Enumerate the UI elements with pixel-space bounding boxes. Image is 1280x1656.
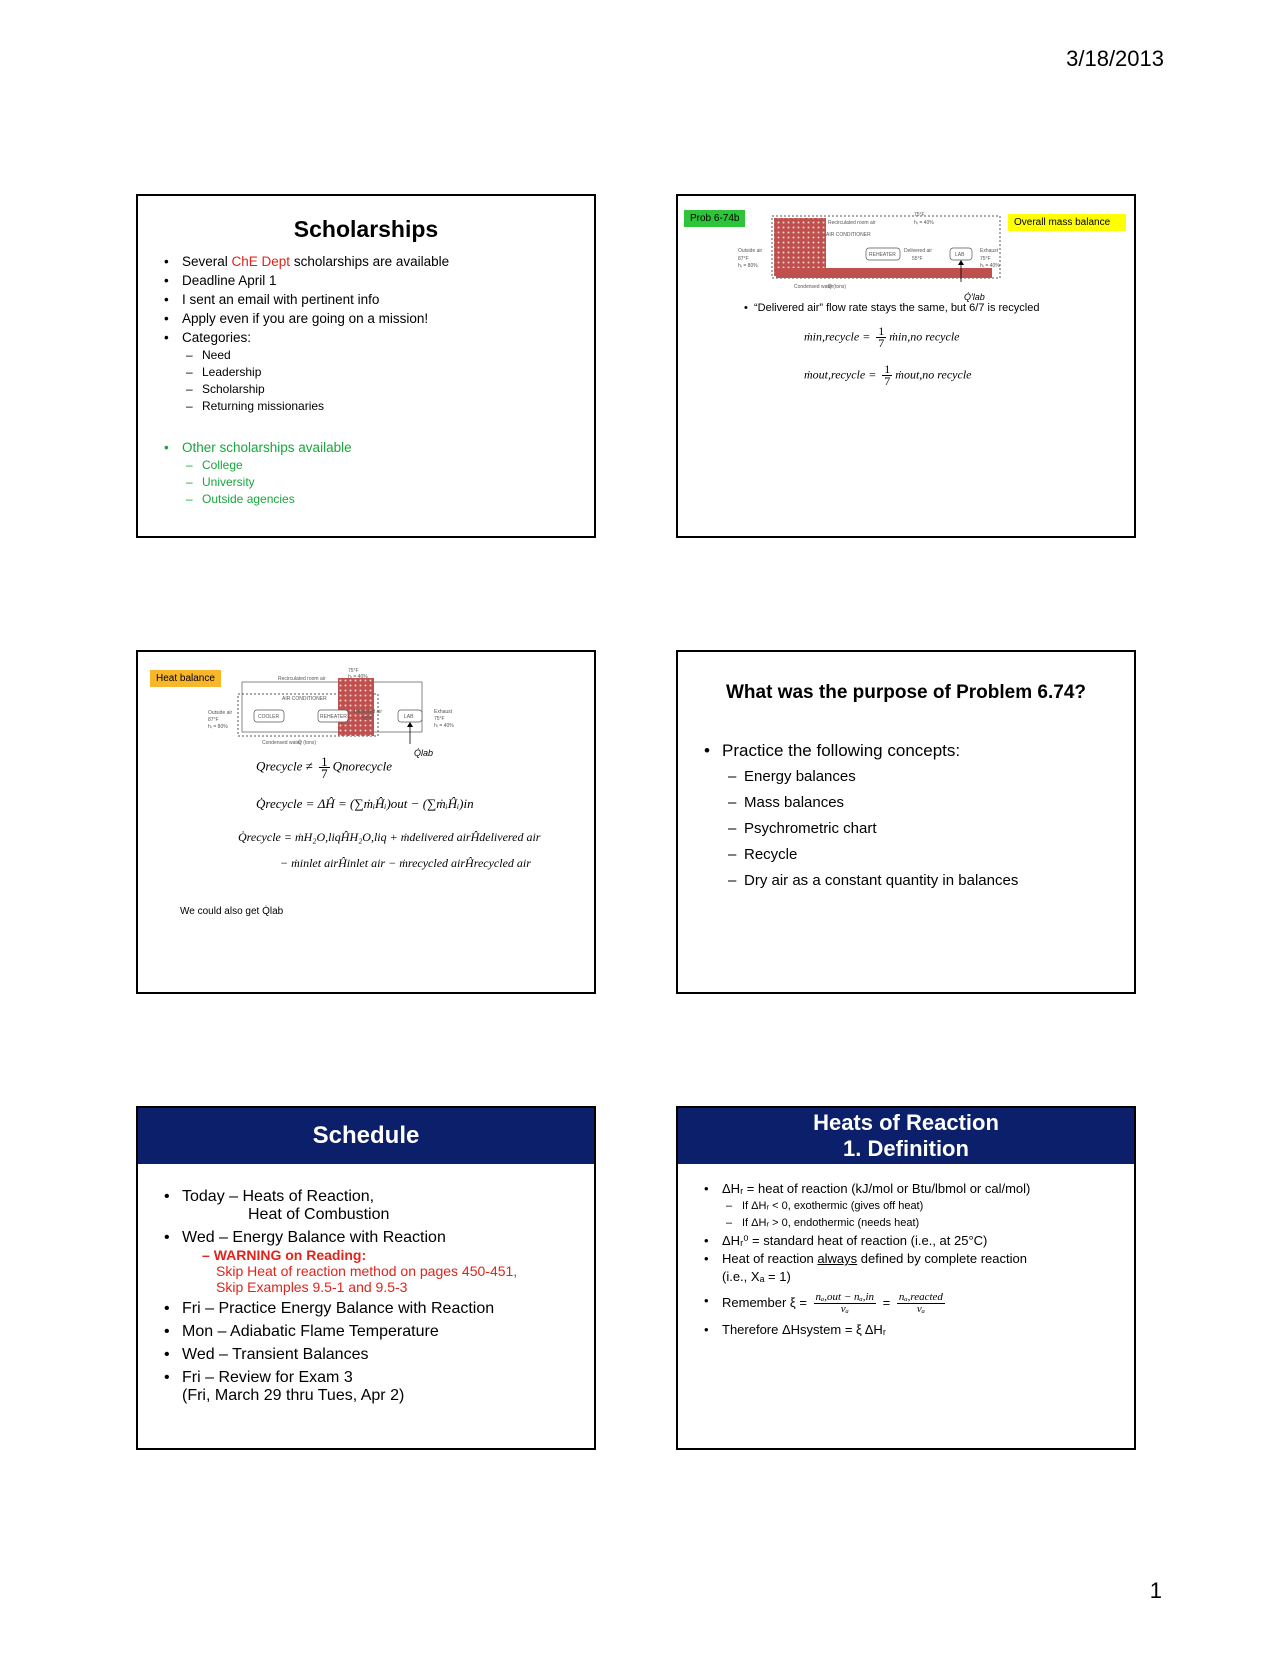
recirc-label: Recirculated room air <box>278 676 326 682</box>
equation-delta-h: Q̇recycle = ΔĤ = (∑ṁᵢĤᵢ)out − (∑ṁᵢĤᵢ)in <box>256 796 474 811</box>
category-item: – Need <box>202 347 582 364</box>
other-item: – University <box>202 474 352 491</box>
process-diagram <box>736 210 1016 306</box>
concept-item: – Recycle <box>744 842 1018 868</box>
delivered-temp: 55°F <box>912 256 923 262</box>
equation-heat-1: Q̇recycle = ṁH₂O,liqĤH₂O,liq + ṁdelivered airĤdelivered air <box>238 830 541 844</box>
schedule-list <box>182 1188 517 1410</box>
outside-label: Outside air <box>208 710 233 716</box>
qlab-label: Q̇′lab <box>964 292 985 302</box>
dept-highlight: ChE Dept <box>231 254 291 269</box>
slide-schedule <box>136 1106 596 1450</box>
qlab-label: Q̇lab <box>414 748 434 758</box>
list-item: • Categories: – Need – Leadership – Scholarship – Returning missionaries <box>182 328 582 415</box>
slide-purpose <box>676 650 1136 994</box>
reheater-label: REHEATER <box>869 252 896 258</box>
slide-heat-balance <box>136 650 596 994</box>
hatched-region <box>338 678 374 736</box>
outside-temp: 87°F <box>738 256 749 262</box>
other-scholarships <box>182 438 352 508</box>
exhaust-temp: 75°F <box>980 256 991 262</box>
top-humidity: hᵣ = 40% <box>348 674 368 680</box>
note: We could also get Q̇lab <box>180 906 284 917</box>
top-temp: 75°F <box>348 668 359 674</box>
list-item: • Several ChE Dept scholarships are available <box>182 252 582 271</box>
definition-list <box>722 1180 1122 1339</box>
page-date: 3/18/2013 <box>1066 46 1164 71</box>
outside-temp: 87°F <box>208 717 219 723</box>
list-item: • Mon – Adiabatic Flame Temperature <box>182 1323 517 1341</box>
concept-item: – Dry air as a constant quantity in balances <box>744 868 1018 894</box>
list-item: • Other scholarships available – College – University – Outside agencies <box>182 438 352 508</box>
page-number: 1 <box>1149 1578 1162 1603</box>
equation-in: ṁin,recycle = $\frac{1}{7}$ ṁin,no recycle <box>804 324 960 350</box>
slide-mass-balance <box>676 194 1136 538</box>
reading-warning: – WARNING on Reading: Skip Heat of reaction method on pages 450-451, Skip Examples 9.5-1 and 9.5-3 <box>202 1247 518 1295</box>
other-item: – College <box>202 457 352 474</box>
slide-title: What was the purpose of Problem 6.74? <box>725 682 1086 703</box>
recycle-loop <box>242 682 422 732</box>
condensed-label: Condensed water <box>262 740 302 746</box>
list-item: • Practice the following concepts: – Energy balances – Mass balances – Psychrometric chart – Recycle – Dry air as a constant quantity in balances <box>722 738 1018 894</box>
outside-humidity: hᵣ = 80% <box>738 263 758 269</box>
recycle-stream-band <box>776 268 992 278</box>
exhaust-temp: 75°F <box>434 716 445 722</box>
heat-balance-tag: Heat balance <box>150 670 221 687</box>
list-item: • Fri – Practice Energy Balance with Reaction <box>182 1300 517 1318</box>
other-item: – Outside agencies <box>202 491 352 508</box>
lab-label: LAB <box>955 252 965 258</box>
list-item: • Fri – Review for Exam 3 (Fri, March 29 thru Tues, Apr 2) <box>182 1369 517 1405</box>
list-item: • I sent an email with pertinent info <box>182 290 582 309</box>
slide-scholarships <box>136 194 596 538</box>
hatched-region <box>774 218 826 276</box>
delivered-label: Delivered air <box>904 248 933 254</box>
outside-humidity: hᵣ = 80% <box>208 724 228 730</box>
list-item: • Wed – Transient Balances <box>182 1346 517 1364</box>
equation-out: ṁout,recycle = $\frac{1}{7}$ ṁout,no recycle <box>804 362 972 388</box>
list-item: • Apply even if you are going on a mission! <box>182 309 582 328</box>
slide-title: Heats of Reaction 1. Definition <box>678 1108 1134 1164</box>
list-item: • Today – Heats of Reaction, Heat of Combustion <box>182 1188 517 1224</box>
list-item: • ΔHᵣ = heat of reaction (kJ/mol or Btu/lbmol or cal/mol) – If ΔHᵣ < 0, exothermic (gives off heat) – If ΔHᵣ > 0, endothermic (needs heat) <box>722 1180 1122 1232</box>
air-cond-label: AIR CONDITIONER <box>826 232 871 238</box>
lab-label: LAB <box>404 714 414 720</box>
sub-item: – If ΔHᵣ < 0, exothermic (gives off heat) <box>742 1198 1122 1215</box>
scholarship-list <box>182 252 582 415</box>
exhaust-label: Exhaust <box>434 709 453 715</box>
air-cond-label: AIR CONDITIONER <box>282 696 327 702</box>
delivered-label: Delivered air <box>354 709 383 715</box>
category-item: – Returning missionaries <box>202 398 582 415</box>
outside-label: Outside air <box>738 248 763 254</box>
equation-q-recycle: Qrecycle ≠ $\frac{1}{7}$ Qnorecycle <box>256 754 392 781</box>
concept-item: – Mass balances <box>744 790 1018 816</box>
process-diagram <box>208 668 478 764</box>
sub-item: – If ΔHᵣ > 0, endothermic (needs heat) <box>742 1215 1122 1232</box>
reheater-label: REHEATER <box>320 714 347 720</box>
mass-balance-tag: Overall mass balance <box>1008 214 1126 231</box>
slide-title: Scholarships <box>293 216 439 242</box>
qtons-label: Q̇ (tons) <box>828 284 847 290</box>
category-item: – Leadership <box>202 364 582 381</box>
delivered-temp: 55°F <box>362 716 373 722</box>
top-humidity: hᵣ = 40% <box>914 220 934 226</box>
qtons-label: Q̇ (tons) <box>298 740 317 746</box>
category-item: – Scholarship <box>202 381 582 398</box>
top-temp: 75°F <box>914 212 925 218</box>
exhaust-label: Exhaust <box>980 248 999 254</box>
concept-item: – Psychrometric chart <box>744 816 1018 842</box>
slide-heats-of-reaction <box>676 1106 1136 1450</box>
recirc-label: Recirculated room air <box>828 220 876 226</box>
concept-list <box>722 738 1018 894</box>
exhaust-humidity: hᵣ = 40% <box>980 263 1000 269</box>
list-item: • Remember ξ = $\frac{\text{nₐ,out − nₐ,in}}{\text{νₐ}}$ = $\frac{\text{nₐ,reacted}}{\text{νₐ}}$ <box>722 1292 1122 1315</box>
condensed-label: Condensed water <box>794 284 834 290</box>
exhaust-humidity: hᵣ = 40% <box>434 723 454 729</box>
cooler-label: COOLER <box>258 714 280 720</box>
equation-heat-2: − ṁinlet airĤinlet air − ṁrecycled airĤrecycled air <box>280 856 531 870</box>
list-item: • ΔHᵣ⁰ = standard heat of reaction (i.e., at 25°C) <box>722 1232 1122 1250</box>
problem-tag: Prob 6-74b <box>684 210 745 227</box>
list-item: • Deadline April 1 <box>182 271 582 290</box>
list-item: • Therefore ΔHsystem = ξ ΔHᵣ <box>722 1321 1122 1339</box>
concept-item: – Energy balances <box>744 764 1018 790</box>
list-item: • Heat of reaction always defined by complete reaction (i.e., Xₐ = 1) <box>722 1250 1122 1286</box>
delivered-air-bullet: • “Delivered air” flow rate stays the same, but 6/7 is recycled <box>744 302 1040 314</box>
slide-title: Schedule <box>138 1108 594 1164</box>
list-item: • Wed – Energy Balance with Reaction – WARNING on Reading: Skip Heat of reaction method on pages 450-451, Skip Examples 9.5-1 and 9.5-3 <box>182 1229 517 1295</box>
